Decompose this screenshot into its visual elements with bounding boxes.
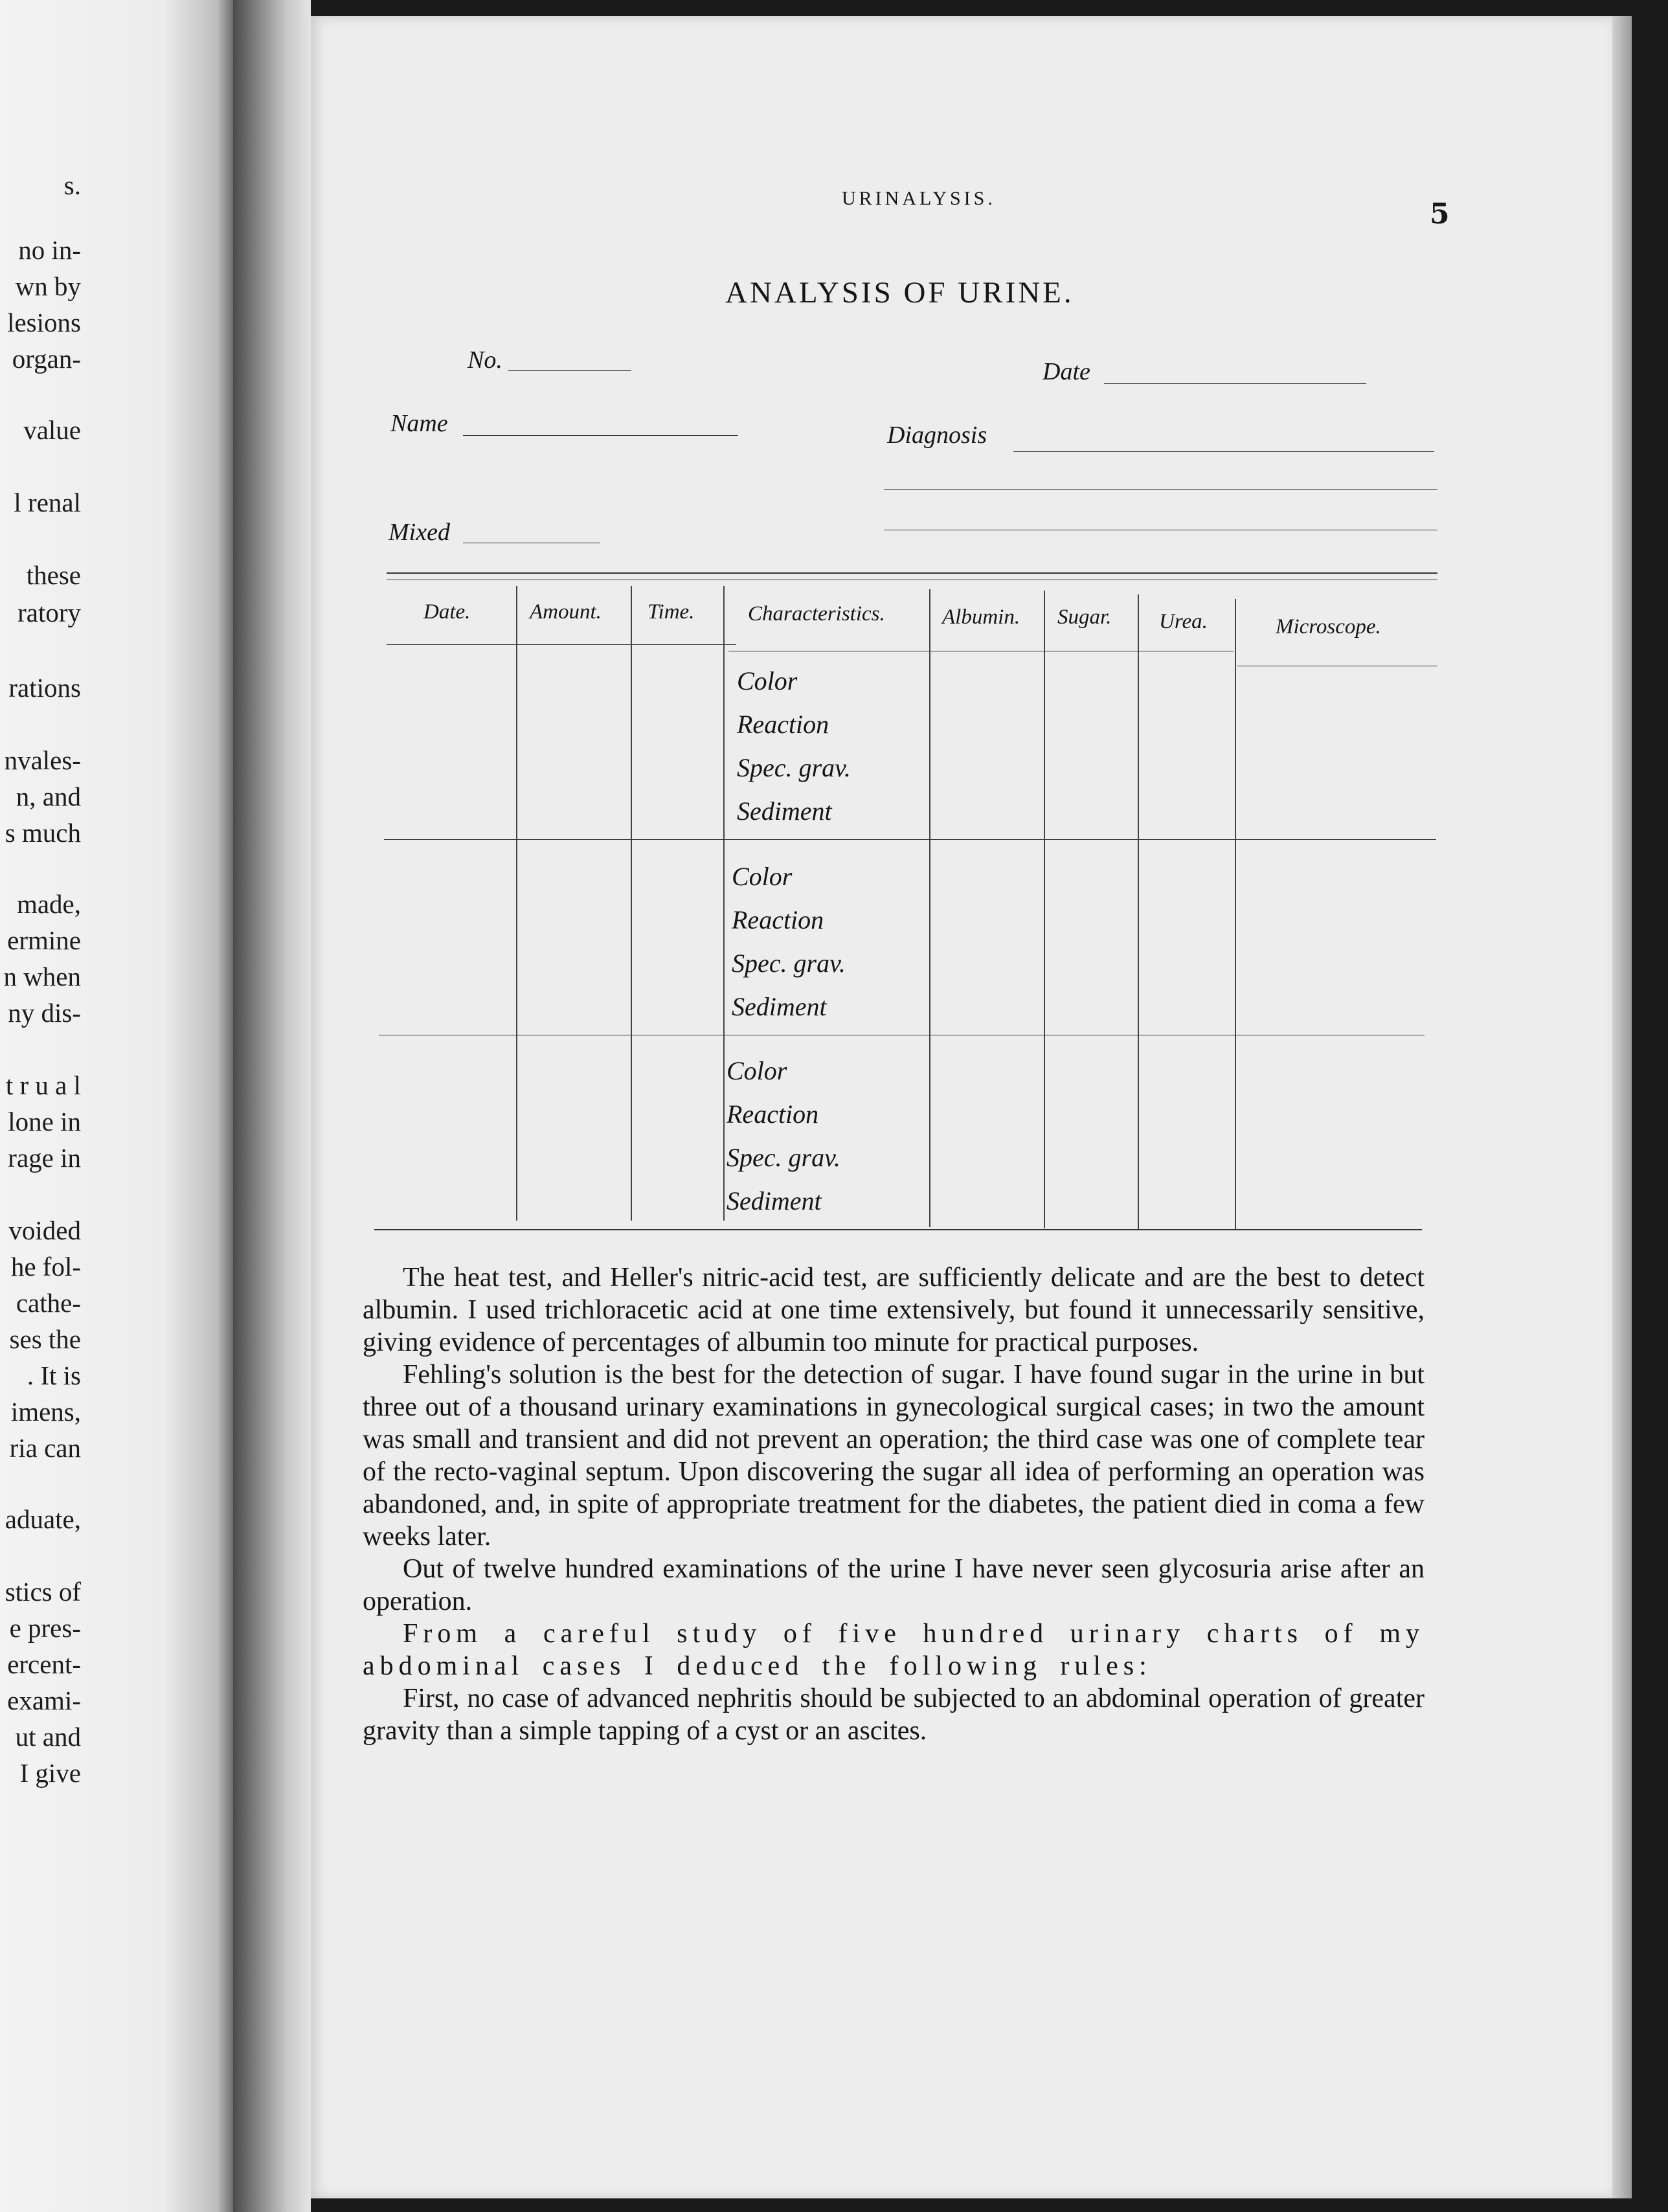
name-label: Name: [390, 410, 448, 437]
left-page-line-fragment: e pres-: [9, 1613, 81, 1643]
right-page: [311, 16, 1612, 2198]
no-label: No.: [468, 346, 502, 374]
col-header-sugar: Sugar.: [1057, 605, 1112, 629]
left-page-line-fragment: he fol-: [10, 1252, 81, 1281]
left-page-line-fragment: cathe-: [16, 1288, 81, 1318]
row1-reaction: Reaction: [737, 710, 829, 739]
row3-color: Color: [727, 1056, 787, 1085]
left-page-line-fragment: rations: [8, 673, 81, 703]
book-gutter: [233, 0, 311, 2212]
row3-spec-grav: Spec. grav.: [727, 1143, 840, 1172]
left-page-line-fragment: s.: [63, 170, 81, 200]
body-text: [363, 1261, 1425, 1747]
left-page-line-fragment: rage in: [8, 1143, 81, 1173]
left-page-line-fragment: ria can: [9, 1433, 81, 1463]
paragraph-albumin: The heat test, and Heller's nitric-acid test, are sufficiently delicate and are the best to detect albumin. I used trichloracetic acid at one time extensively, but found it unnecessarily sensitive, giving evidence of percentages of albumin too minute for practical purposes.: [363, 1263, 1425, 1357]
col-divider-7: [1235, 599, 1236, 1230]
date-line: [1104, 383, 1366, 384]
page-edge: [1612, 16, 1632, 2198]
col-header-amount: Amount.: [530, 600, 602, 624]
col-divider-2: [631, 586, 632, 1221]
left-page-line-fragment: ny dis-: [8, 998, 81, 1028]
row1-spec-grav: Spec. grav.: [737, 753, 851, 782]
paragraph-sugar: Fehling's solution is the best for the detection of sugar. I have found sugar in the urine in but three out of a thousand urinary examinations in gynecological surgical cases; in two the amount was small and transient and did not prevent an operation; the third case was one of complete tear of the recto-vaginal septum. Upon discovering the sugar all idea of performing an operation was abandoned, and, in spite of appropriate treatment for the diabetes, the patient died in coma a few weeks later.: [363, 1360, 1425, 1552]
left-page-line-fragment: imens,: [10, 1397, 81, 1427]
col-header-microscope: Microscope.: [1276, 615, 1381, 638]
table-bottom-rule: [374, 1229, 1422, 1230]
date-label: Date: [1042, 358, 1090, 385]
left-page-line-fragment: no in-: [18, 235, 81, 265]
form-title: ANALYSIS OF URINE.: [725, 276, 1074, 310]
row1-color: Color: [737, 666, 798, 695]
row3-sediment: Sediment: [727, 1186, 822, 1215]
left-page-line-fragment: value: [23, 415, 81, 445]
left-facing-page: [0, 0, 233, 2212]
diagnosis-line-1: [1013, 451, 1434, 452]
col-header-urea: Urea.: [1159, 610, 1208, 633]
table-top-rule: [387, 572, 1437, 574]
left-page-line-fragment: s much: [5, 818, 81, 848]
left-page-line-fragment: nvales-: [4, 745, 81, 775]
paragraph-first-rule: First, no case of advanced nephritis should be subjected to an abdominal operation of greater gravity than a simple tapping of a cyst or an ascites.: [363, 1684, 1425, 1746]
row2-sediment: Sediment: [732, 992, 827, 1021]
left-page-line-fragment: . It is: [27, 1360, 81, 1390]
left-page-line-fragment: lone in: [8, 1107, 81, 1136]
left-page-line-fragment: t r u a l: [5, 1070, 81, 1100]
left-page-line-fragment: ermine: [7, 925, 81, 955]
left-page-line-fragment: I give: [19, 1758, 81, 1788]
col-divider-3: [723, 586, 725, 1221]
left-page-line-fragment: these: [26, 560, 81, 590]
paragraph-rules-intro: From a careful study of five hundred urinary charts of my abdominal cases I deduced the following rules:: [363, 1619, 1425, 1681]
col-divider-1: [516, 586, 517, 1221]
no-line: [508, 370, 631, 371]
left-page-line-fragment: wn by: [15, 271, 81, 301]
left-page-line-fragment: ercent-: [7, 1649, 81, 1679]
left-page-line-fragment: lesions: [7, 308, 81, 337]
left-page-line-fragment: ut and: [15, 1722, 81, 1752]
diagnosis-line-2: [884, 489, 1437, 490]
page-number: 5: [1430, 198, 1450, 231]
left-page-line-fragment: made,: [16, 889, 81, 919]
col-header-characteristics: Characteristics.: [748, 602, 885, 626]
left-page-line-fragment: ses the: [9, 1324, 81, 1354]
row2-spec-grav: Spec. grav.: [732, 949, 846, 978]
row2-color: Color: [732, 862, 793, 891]
name-line: [463, 435, 738, 436]
row1-sediment: Sediment: [737, 796, 832, 826]
col-header-time: Time.: [648, 600, 695, 624]
left-page-line-fragment: n when: [3, 962, 81, 991]
col-divider-5: [1044, 591, 1045, 1228]
running-head: URINALYSIS.: [842, 188, 996, 209]
row2-reaction: Reaction: [732, 905, 824, 934]
col-divider-6: [1138, 594, 1139, 1229]
paragraph-glycosuria: Out of twelve hundred examinations of the urine I have never seen glycosuria arise after an operation.: [363, 1554, 1425, 1616]
left-page-line-fragment: l renal: [14, 488, 81, 517]
row1-bottom-rule: [384, 839, 1436, 840]
left-page-line-fragment: voided: [8, 1215, 81, 1245]
left-page-line-fragment: organ-: [12, 344, 81, 374]
left-page-line-fragment: exami-: [7, 1686, 81, 1715]
left-page-line-fragment: ratory: [17, 598, 81, 627]
row3-reaction: Reaction: [727, 1100, 819, 1129]
header-rule-left: [387, 644, 736, 645]
col-header-albumin: Albumin.: [942, 605, 1020, 629]
left-page-line-fragment: n, and: [16, 782, 81, 811]
mixed-label: Mixed: [389, 519, 450, 546]
left-page-line-fragment: aduate,: [5, 1504, 81, 1534]
col-header-date: Date.: [423, 600, 471, 624]
diagnosis-label: Diagnosis: [887, 422, 987, 449]
col-divider-4: [929, 589, 930, 1227]
left-page-line-fragment: stics of: [5, 1577, 81, 1607]
